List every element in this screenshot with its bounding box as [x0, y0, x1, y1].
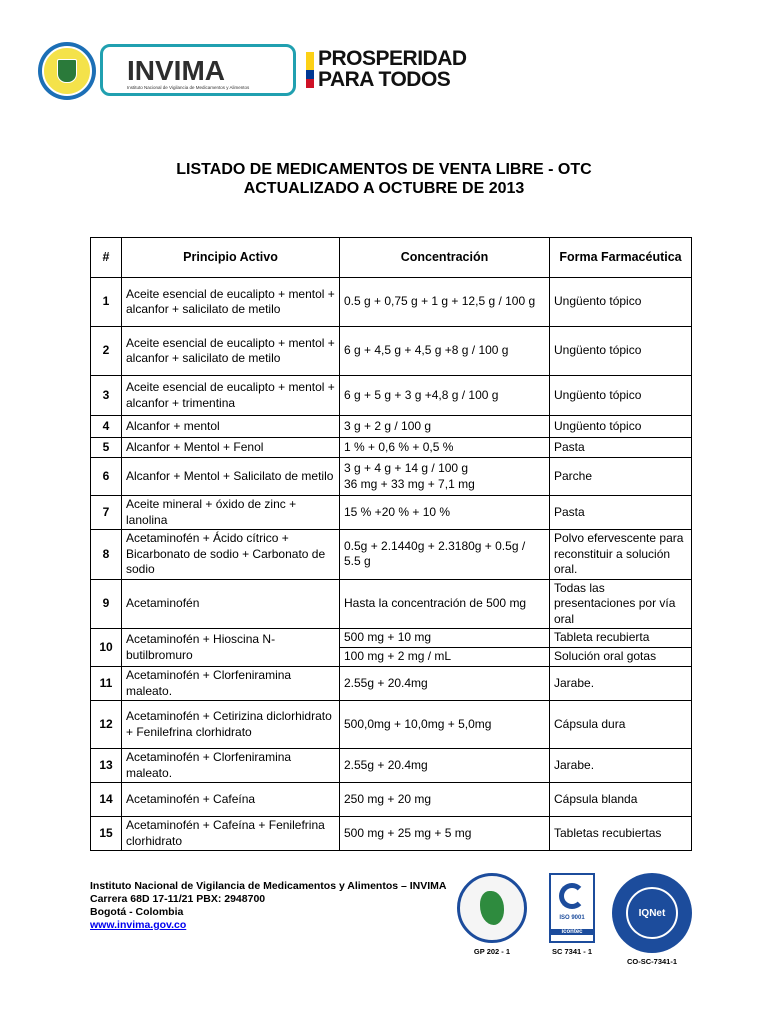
table-row	[91, 496, 692, 530]
row-num: 14	[91, 783, 122, 817]
slogan-line1: PROSPERIDAD	[318, 47, 467, 70]
table-row	[91, 458, 692, 496]
row-principio: Acetaminofén + Cafeína + Fenilefrina clorhidrato	[122, 817, 340, 851]
row-forma: Todas las presentaciones por vía oral	[550, 579, 692, 629]
sc-org-text: icontec	[551, 929, 593, 935]
gp-seal-icon	[457, 873, 527, 943]
sc-label: SC 7341 - 1	[551, 947, 593, 956]
table-row	[91, 667, 692, 701]
header-concentracion: Concentración	[340, 238, 550, 278]
row-forma: Tabletas recubiertas	[550, 817, 692, 851]
header-principio: Principio Activo	[122, 238, 340, 278]
row-concentracion: 500 mg + 25 mg + 5 mg	[340, 817, 550, 851]
row-num: 9	[91, 579, 122, 629]
row-concentracion: 0.5 g + 0,75 g + 1 g + 12,5 g / 100 g	[340, 278, 550, 327]
row-num: 8	[91, 530, 122, 580]
row-concentracion: Hasta la concentración de 500 mg	[340, 579, 550, 629]
row-forma: Polvo efervescente para reconstituir a solución oral.	[550, 530, 692, 580]
row-concentracion: 15 % +20 % + 10 %	[340, 496, 550, 530]
row-principio: Acetaminofén + Cafeína	[122, 783, 340, 817]
table-row	[91, 749, 692, 783]
row-forma: Ungüento tópico	[550, 327, 692, 376]
row-forma: Tableta recubierta	[550, 629, 692, 648]
invima-logo-text: INVIMA	[127, 55, 225, 86]
table-row	[91, 701, 692, 749]
row-concentracion: 1 % + 0,6 % + 0,5 %	[340, 438, 550, 458]
row-principio: Alcanfor + Mentol + Fenol	[122, 438, 340, 458]
row-concentracion: 6 g + 5 g + 3 g +4,8 g / 100 g	[340, 376, 550, 416]
row-num: 15	[91, 817, 122, 851]
row-principio: Acetaminofén + Cetirizina diclorhidrato + Fenilefrina clorhidrato	[122, 701, 340, 749]
medications-table	[90, 237, 692, 851]
row-num: 12	[91, 701, 122, 749]
row-num: 7	[91, 496, 122, 530]
header-forma: Forma Farmacéutica	[550, 238, 692, 278]
invima-logo	[100, 44, 296, 96]
row-forma: Ungüento tópico	[550, 376, 692, 416]
iqnet-seal-icon	[612, 873, 692, 953]
row-num: 4	[91, 416, 122, 438]
row-principio: Aceite esencial de eucalipto + mentol + alcanfor + salicilato de metilo	[122, 327, 340, 376]
row-principio: Aceite mineral + óxido de zinc + lanolina	[122, 496, 340, 530]
row-concentracion: 6 g + 4,5 g + 4,5 g +8 g / 100 g	[340, 327, 550, 376]
row-principio: Acetaminofén + Ácido cítrico + Bicarbonato de sodio + Carbonato de sodio	[122, 530, 340, 580]
title-line2: ACTUALIZADO A OCTUBRE DE 2013	[243, 180, 525, 197]
row-forma: Pasta	[550, 438, 692, 458]
footer-address: Carrera 68D 17-11/21 PBX: 2948700	[90, 893, 266, 905]
row-concentracion	[340, 458, 550, 496]
row-concentracion-line1: 3 g + 4 g + 14 g / 100 g	[344, 461, 469, 475]
row-concentracion: 500 mg + 10 mg	[340, 629, 550, 648]
table-row	[91, 530, 692, 580]
row-principio: Acetaminofén + Clorfeniramina maleato.	[122, 749, 340, 783]
row-concentracion: 2.55g + 20.4mg	[340, 749, 550, 783]
row-principio: Acetaminofén	[122, 579, 340, 629]
row-num: 1	[91, 278, 122, 327]
sc-iso-text: ISO 9001	[559, 915, 585, 921]
row-principio: Alcanfor + mentol	[122, 416, 340, 438]
certification-logos	[453, 873, 697, 966]
row-concentracion: 100 mg + 2 mg / mL	[340, 648, 550, 667]
row-forma: Jarabe.	[550, 749, 692, 783]
row-num: 6	[91, 458, 122, 496]
page-footer	[90, 880, 447, 932]
table-row	[91, 376, 692, 416]
table-row	[91, 416, 692, 438]
row-concentracion: 3 g + 2 g / 100 g	[340, 416, 550, 438]
footer-city: Bogotá - Colombia	[90, 906, 184, 918]
title-line1: LISTADO DE MEDICAMENTOS DE VENTA LIBRE - OTC	[176, 161, 592, 178]
table-header-row	[91, 238, 692, 278]
footer-institute: Instituto Nacional de Vigilancia de Medicamentos y Alimentos – INVIMA	[90, 880, 447, 892]
row-forma: Ungüento tópico	[550, 416, 692, 438]
row-forma: Pasta	[550, 496, 692, 530]
colombia-flag-icon	[306, 52, 314, 88]
gp-label: GP 202 - 1	[473, 947, 511, 956]
row-principio: Alcanfor + Mentol + Salicilato de metilo	[122, 458, 340, 496]
row-num: 11	[91, 667, 122, 701]
co-certification	[609, 873, 695, 966]
table-row	[91, 278, 692, 327]
row-concentracion: 250 mg + 20 mg	[340, 783, 550, 817]
prosperidad-logo	[318, 48, 467, 90]
table-row	[91, 579, 692, 629]
row-num: 13	[91, 749, 122, 783]
row-num: 2	[91, 327, 122, 376]
row-forma: Ungüento tópico	[550, 278, 692, 327]
invima-logo-subtitle: Instituto Nacional de Vigilancia de Medicamentos y Alimentos	[127, 85, 250, 90]
slogan-line2: PARA TODOS	[318, 68, 451, 91]
header-num: #	[91, 238, 122, 278]
row-concentracion: 500,0mg + 10,0mg + 5,0mg	[340, 701, 550, 749]
row-forma: Jarabe.	[550, 667, 692, 701]
row-principio: Acetaminofén + Clorfeniramina maleato.	[122, 667, 340, 701]
table-row	[91, 438, 692, 458]
page-header	[38, 42, 467, 100]
co-label: CO-SC-7341-1	[626, 957, 678, 966]
icontec-logo-icon	[549, 873, 595, 943]
row-concentracion: 2.55g + 20.4mg	[340, 667, 550, 701]
row-forma: Cápsula dura	[550, 701, 692, 749]
row-principio: Acetaminofén + Hioscina N-butilbromuro	[122, 629, 340, 667]
row-forma: Parche	[550, 458, 692, 496]
row-num: 5	[91, 438, 122, 458]
sc-certification	[545, 873, 599, 956]
row-forma: Solución oral gotas	[550, 648, 692, 667]
footer-website-link[interactable]: www.invima.gov.co	[90, 919, 187, 931]
gp-certification	[453, 873, 531, 956]
row-concentracion-line2: 36 mg + 33 mg + 7,1 mg	[344, 476, 475, 491]
iqnet-logo-text: IQNet	[626, 887, 678, 939]
row-forma: Cápsula blanda	[550, 783, 692, 817]
table-row	[91, 783, 692, 817]
row-principio: Aceite esencial de eucalipto + mentol + alcanfor + trimentina	[122, 376, 340, 416]
document-title	[0, 160, 768, 198]
row-concentracion: 0.5g + 2.1440g + 2.3180g + 0.5g / 5.5 g	[340, 530, 550, 580]
table-row	[91, 629, 692, 648]
table-row	[91, 817, 692, 851]
row-num: 3	[91, 376, 122, 416]
row-principio: Aceite esencial de eucalipto + mentol + alcanfor + salicilato de metilo	[122, 278, 340, 327]
row-num: 10	[91, 629, 122, 667]
colombia-seal-logo	[38, 42, 96, 100]
table-row	[91, 327, 692, 376]
